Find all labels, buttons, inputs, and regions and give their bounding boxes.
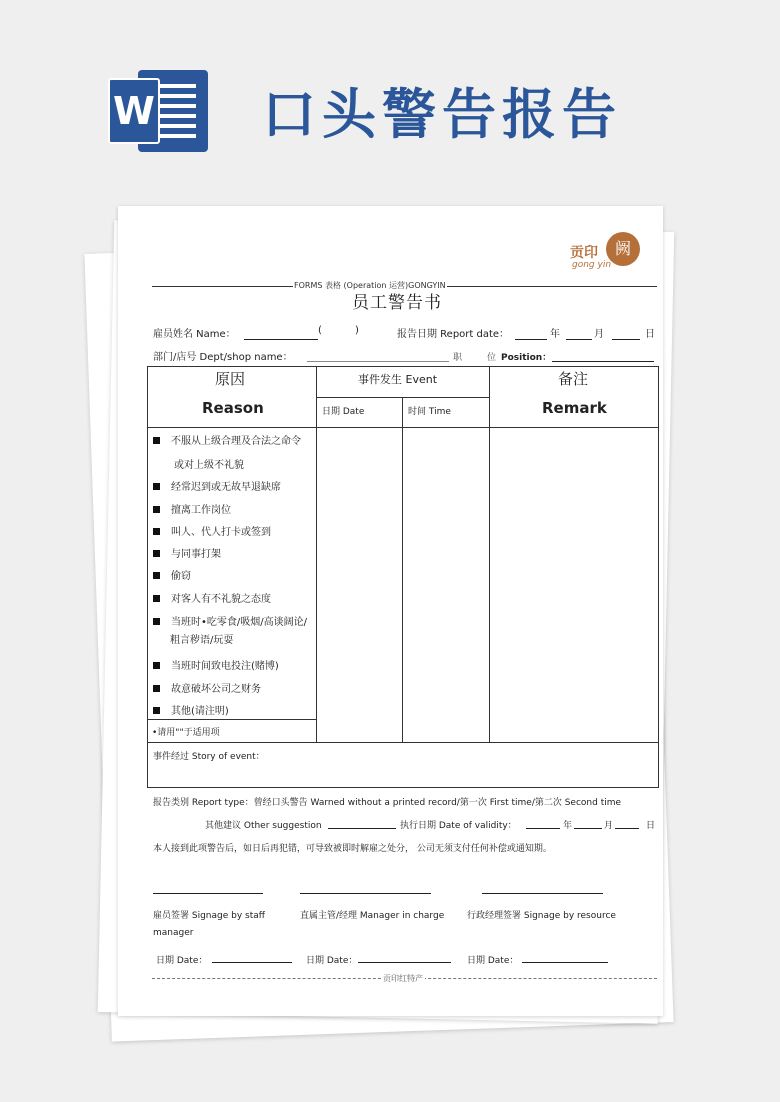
resource-date-field[interactable]	[522, 962, 608, 963]
manager-signature-label: 直属主管/经理 Manager in charge	[300, 911, 445, 921]
position-zh-2: 位	[487, 353, 497, 363]
date-header: 日期 Date	[322, 407, 365, 417]
story-label: 事件经过 Story of event：	[153, 752, 265, 762]
resource-signature-label: 行政经理签署 Signage by resource	[467, 911, 616, 921]
dept-label: 部门/店号 Dept/shop name：	[153, 352, 293, 363]
checkbox-square-icon	[153, 528, 160, 535]
report-month-label: 月	[594, 329, 604, 340]
reason-note: •请用""于适用项	[152, 728, 220, 738]
validity-day-label: 日	[646, 821, 656, 831]
reason-item[interactable]	[153, 613, 307, 628]
reason-label: 不服从上级合理及合法之命令	[171, 436, 301, 447]
reason-item[interactable]	[153, 545, 221, 560]
reason-item[interactable]	[153, 523, 271, 538]
time-header: 时间 Time	[408, 407, 451, 417]
checkbox-square-icon	[153, 707, 160, 714]
logo-subtitle: gong yin	[572, 260, 612, 270]
checkbox-square-icon	[153, 685, 160, 692]
other-suggestion-label: 其他建议 Other suggestion	[205, 821, 322, 831]
reason-item[interactable]	[153, 657, 279, 672]
checkbox-square-icon	[153, 437, 160, 444]
reason-label: 对客人有不礼貌之态度	[171, 594, 271, 605]
name-label: 雇员姓名 Name：	[153, 329, 236, 340]
validity-day-field[interactable]	[615, 828, 639, 829]
position-zh-1: 职	[453, 353, 463, 363]
word-icon-line	[156, 84, 196, 88]
manager-date-field[interactable]	[358, 962, 451, 963]
validity-year-label: 年	[563, 821, 573, 831]
reason-item[interactable]	[153, 432, 301, 447]
report-year-field[interactable]	[515, 339, 547, 340]
checkbox-square-icon	[153, 483, 160, 490]
table-divider	[489, 366, 490, 742]
reason-label: 粗言秽语/玩耍	[170, 635, 234, 646]
reason-item-continuation	[156, 456, 244, 471]
table-header-rule	[147, 427, 659, 428]
reason-item[interactable]	[153, 680, 261, 695]
reason-label: 故意破坏公司之财务	[171, 684, 261, 695]
report-year-label: 年	[550, 329, 560, 340]
validity-month-field[interactable]	[574, 828, 602, 829]
reason-label: 经常迟到或无故早退缺席	[171, 482, 281, 493]
table-note-rule	[147, 719, 316, 720]
table-rule	[316, 397, 489, 398]
staff-date-field[interactable]	[212, 962, 292, 963]
report-date-label: 报告日期 Report date：	[397, 329, 510, 340]
checkbox-square-icon	[153, 506, 160, 513]
forms-label: FORMS 表格 (Operation 运营)GONGYIN	[294, 281, 446, 290]
logo-seal-icon: 阙	[606, 232, 640, 266]
checkbox-square-icon	[153, 618, 160, 625]
resource-signature-field[interactable]	[482, 893, 603, 894]
report-day-label: 日	[645, 329, 655, 340]
reason-label: 当班时间致电投注(赌博)	[171, 661, 279, 672]
resource-date-label: 日期 Date：	[467, 956, 519, 966]
reason-label: 或对上级不礼貌	[174, 460, 244, 471]
footer-label: 贡印红特产	[383, 974, 423, 983]
validity-year-field[interactable]	[526, 828, 560, 829]
reason-label: 叫人、代人打卡或签到	[171, 527, 271, 538]
report-type-line: 报告类别 Report type：曾经口头警告 Warned without a printed record/第一次 First time/第二次 Second time	[153, 798, 622, 808]
report-month-field[interactable]	[566, 339, 592, 340]
company-logo	[570, 232, 642, 280]
staff-signature-label: 雇员签署 Signage by staff	[153, 911, 265, 921]
position-field[interactable]	[552, 361, 654, 362]
word-icon-line	[156, 104, 196, 108]
validity-month-label: 月	[604, 821, 614, 831]
banner	[0, 0, 780, 190]
validity-label: 执行日期 Date of validity：	[400, 821, 517, 831]
reason-item[interactable]	[153, 590, 271, 605]
reason-header-zh: 原因	[215, 370, 246, 388]
checkbox-square-icon	[153, 550, 160, 557]
report-day-field[interactable]	[612, 339, 640, 340]
reason-header-en: Reason	[202, 399, 264, 417]
table-divider	[316, 366, 317, 742]
checkbox-square-icon	[153, 572, 160, 579]
reason-label: 擅离工作岗位	[171, 505, 231, 516]
word-icon-line	[156, 124, 196, 128]
name-field[interactable]	[244, 339, 318, 340]
dept-field[interactable]	[307, 361, 449, 362]
staff-signature-field[interactable]	[153, 893, 263, 894]
event-header: 事件发生 Event	[358, 373, 438, 386]
word-icon-letter: W	[108, 78, 160, 144]
document-title: 员工警告书	[352, 293, 442, 313]
word-icon-line	[156, 114, 196, 118]
position-label: Position：	[501, 353, 552, 363]
notice-text: 本人接到此项警告后，如日后再犯错，可导致被即时解雇之处分， 公司无须支付任何补偿或通知期。	[153, 844, 552, 854]
story-field[interactable]	[150, 762, 656, 786]
logo-name: 贡印	[570, 245, 598, 261]
other-suggestion-field[interactable]	[328, 828, 396, 829]
reason-item[interactable]	[153, 567, 191, 582]
staff-date-label: 日期 Date：	[156, 956, 208, 966]
name-paren-close: )	[355, 325, 359, 336]
word-icon	[108, 70, 208, 152]
checkbox-square-icon	[153, 595, 160, 602]
table-divider	[402, 397, 403, 742]
remark-header-en: Remark	[542, 399, 607, 417]
reason-label: 当班时•吃零食/吸烟/高谈阔论/	[171, 617, 308, 628]
banner-title: 口头警告报告	[262, 82, 622, 146]
reason-label: 偷窃	[171, 571, 191, 582]
table-story-rule	[147, 742, 659, 743]
remark-header-zh: 备注	[558, 370, 589, 388]
manager-date-label: 日期 Date：	[306, 956, 358, 966]
reason-item[interactable]	[153, 478, 281, 493]
staff-signature-label-2: manager	[153, 928, 194, 938]
word-icon-line	[156, 94, 196, 98]
reason-label: 与同事打架	[171, 549, 221, 560]
reason-item-continuation	[170, 631, 233, 646]
manager-signature-field[interactable]	[300, 893, 431, 894]
checkbox-square-icon	[153, 662, 160, 669]
warning-table	[147, 366, 659, 788]
reason-label: 其他(请注明)	[171, 706, 229, 717]
name-paren-open: (	[318, 325, 322, 336]
reason-item[interactable]	[153, 501, 231, 516]
reason-item[interactable]	[153, 702, 229, 717]
word-icon-line	[156, 134, 196, 138]
